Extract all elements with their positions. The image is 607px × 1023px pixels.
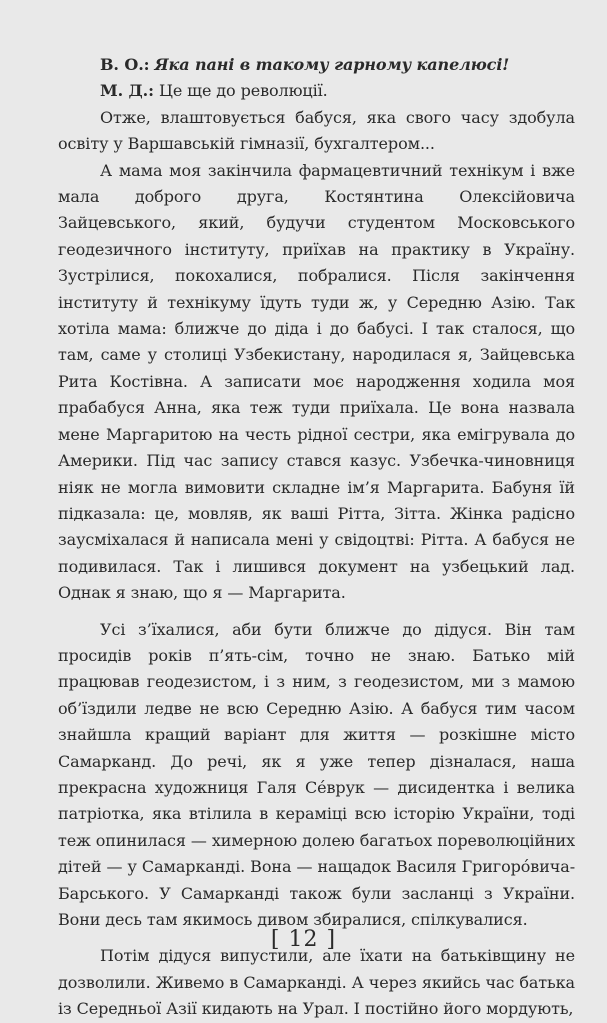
- page-text: [58, 52, 575, 1023]
- paragraph: Отже, влаштовується бабуся, яка свого часу здобула освіту у Варшавській гімназії, бухгалтером...: [58, 107, 575, 154]
- paragraph: Потім дідуся випустили, але їхати на батьківщину не дозволили. Живемо в Самарканді. А через якийсь час батька із Середньої Азії кидають на Урал. І постійно його мордують,: [58, 946, 575, 1019]
- speaker-label: М. Д.:: [100, 81, 154, 101]
- dialog-line: [58, 78, 575, 104]
- page-number: [ 12 ]: [270, 927, 337, 952]
- dialog-text: Це ще до революції.: [158, 81, 328, 101]
- dialog-line: [58, 52, 575, 78]
- speaker-label: В. О.:: [100, 55, 150, 74]
- paragraph: А мама моя закінчила фармацевтичний технікум і вже мала доброго друга, Костянтина Олексійовича Зайцевського, який, будучи студентом Московського геодезичного інституту, приїхав на практику в Україну. Зустрілися, покохалися, побралися. Після закінчення інституту й технікуму їдуть туди ж, у Середню Азію. Так хотіла мама: ближче до діда і до бабусі. І так сталося, що там, саме у столиці Узбекистану, народилася я, Зайцевська Рита Костівна. А записати моє народження ходила моя прабабуся Анна, яка теж туди приїхала. Це вона назвала мене Маргаритою на честь рідної сестри, яка емігрувала до Америки. Під час запису стався казус. Узбечка-чиновниця ніяк не могла вимовити складне ім’я Маргарита. Бабуня їй підказала: це, мовляв, як ваші Рітта, Зітта. Жінка радісно заусміхалася й написала мені у свідоцтві: Рітта. А бабуся не подивилася. Так і лишився документ на узбецький лад. Однак я знаю, що я — Маргарита.: [58, 160, 575, 603]
- dialog-text: Яка пані в такому гарному капелюсі!: [154, 55, 510, 74]
- paragraph: Усі з’їхалися, аби бути ближче до дідуся. Він там просидів років п’ять-сім, точно не знаю. Батько мій працював геодезистом, і з ним, з геодезистом, ми з мамою об’їздили ледве не всю Середню Азію. А бабуся тим часом знайшла кращий варіант для життя — розкішне місто Самарканд. До речі, як я уже тепер дізналася, наша прекрасна художниця Галя Се́врук — дисидентка і велика патріотка, яка втілила в кераміці всю історію України, тоді теж опинилася — химерною долею багатьох пореволюційних дітей — у Самарканді. Вона — нащадок Василя Григоро́вича-Барського. У Самарканді також були засланці з України. Вони десь там якимось дивом збиралися, спілкувалися.: [58, 619, 575, 929]
